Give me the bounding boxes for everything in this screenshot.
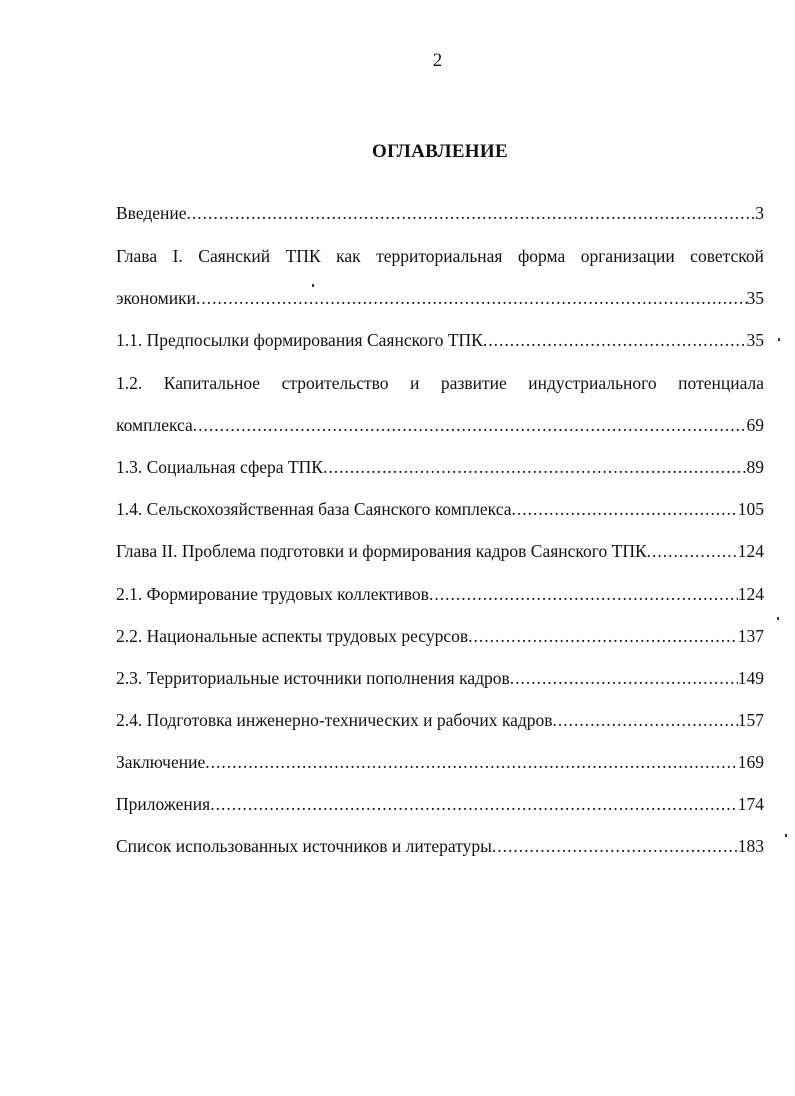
toc-entry-page: 174 [737,794,764,814]
dot-leader [429,584,738,605]
toc-entry-page: 124 [737,584,764,604]
toc-entry-title: 2.2. Национальные аспекты трудовых ресурсов [116,626,469,646]
toc-entry-page: 157 [737,710,764,730]
toc-entry-sources [116,836,764,862]
toc-entry-title: 1.4. Сельскохозяйственная база Саянского комплекса [116,499,512,519]
toc-entry-1-2 [116,415,764,441]
dot-leader [210,794,738,815]
toc-entry-page: 69 [746,415,764,435]
toc-entry-appendices [116,794,764,820]
toc-entry-page: 124 [737,541,764,561]
dot-leader [187,203,756,224]
toc-entry-title: экономики [116,288,196,308]
toc-entry-title: Приложения [116,794,211,814]
dot-leader [193,415,747,436]
toc-entry-intro [116,203,764,229]
toc-entry-2-2 [116,626,764,652]
toc-entry-title: 1.3. Социальная сфера ТПК [116,457,323,477]
toc-entry-page: 35 [746,330,764,350]
toc-entry-page: 183 [737,836,764,856]
dot-leader [511,499,737,520]
page-number: 2 [432,50,443,71]
toc-entry-1-3 [116,457,764,483]
toc-entry-chapter2 [116,541,764,567]
toc-entry-title: комплекса [116,415,193,435]
toc-entry-page: 89 [746,457,764,477]
toc-entry-1-1 [116,330,764,356]
toc-entry-title: 2.3. Территориальные источники пополнения кадров [116,668,510,688]
toc-entry-title: Введение [116,203,187,223]
dot-leader [205,752,738,773]
toc-entry-2-4 [116,710,764,736]
toc-entry-chapter1 [116,288,764,314]
dot-leader [492,836,738,857]
dot-leader [647,541,738,562]
dot-leader [468,626,738,647]
scan-speck [777,617,779,620]
toc-entry-title: 1.1. Предпосылки формирования Саянского ТПК [116,330,483,350]
dot-leader [196,288,747,309]
toc-entry-page: 137 [737,626,764,646]
toc-entry-2-1 [116,584,764,610]
toc-entry-page: 169 [737,752,764,772]
dot-leader [483,330,747,351]
scan-speck [312,284,314,287]
toc-entry-page: 149 [737,668,764,688]
dot-leader [553,710,738,731]
scan-speck [778,338,780,341]
toc-entry-page: 3 [755,203,764,223]
page-title: ОГЛАВЛЕНИЕ [372,141,508,162]
toc-entry-2-3 [116,668,764,694]
dot-leader [323,457,747,478]
scan-speck [785,834,787,837]
toc-entry-1-2-line1: 1.2. Капитальное строительство и развитие индустриального потенциала [116,373,764,393]
toc-entry-1-4 [116,499,764,525]
toc-entry-title: Заключение [116,752,206,772]
toc-entry-title: 2.4. Подготовка инженерно-технических и рабочих кадров [116,710,553,730]
toc-entry-chapter1-line1: Глава I. Саянский ТПК как территориальная форма организации советской [116,246,764,266]
toc-entry-title: Список использованных источников и литературы [116,836,492,856]
dot-leader [510,668,738,689]
toc-entry-title: 2.1. Формирование трудовых коллективов [116,584,429,604]
toc-entry-title: Глава II. Проблема подготовки и формирования кадров Саянского ТПК [116,541,647,561]
toc-entry-page: 35 [746,288,764,308]
toc-entry-conclusion [116,752,764,778]
toc-entry-page: 105 [737,499,764,519]
